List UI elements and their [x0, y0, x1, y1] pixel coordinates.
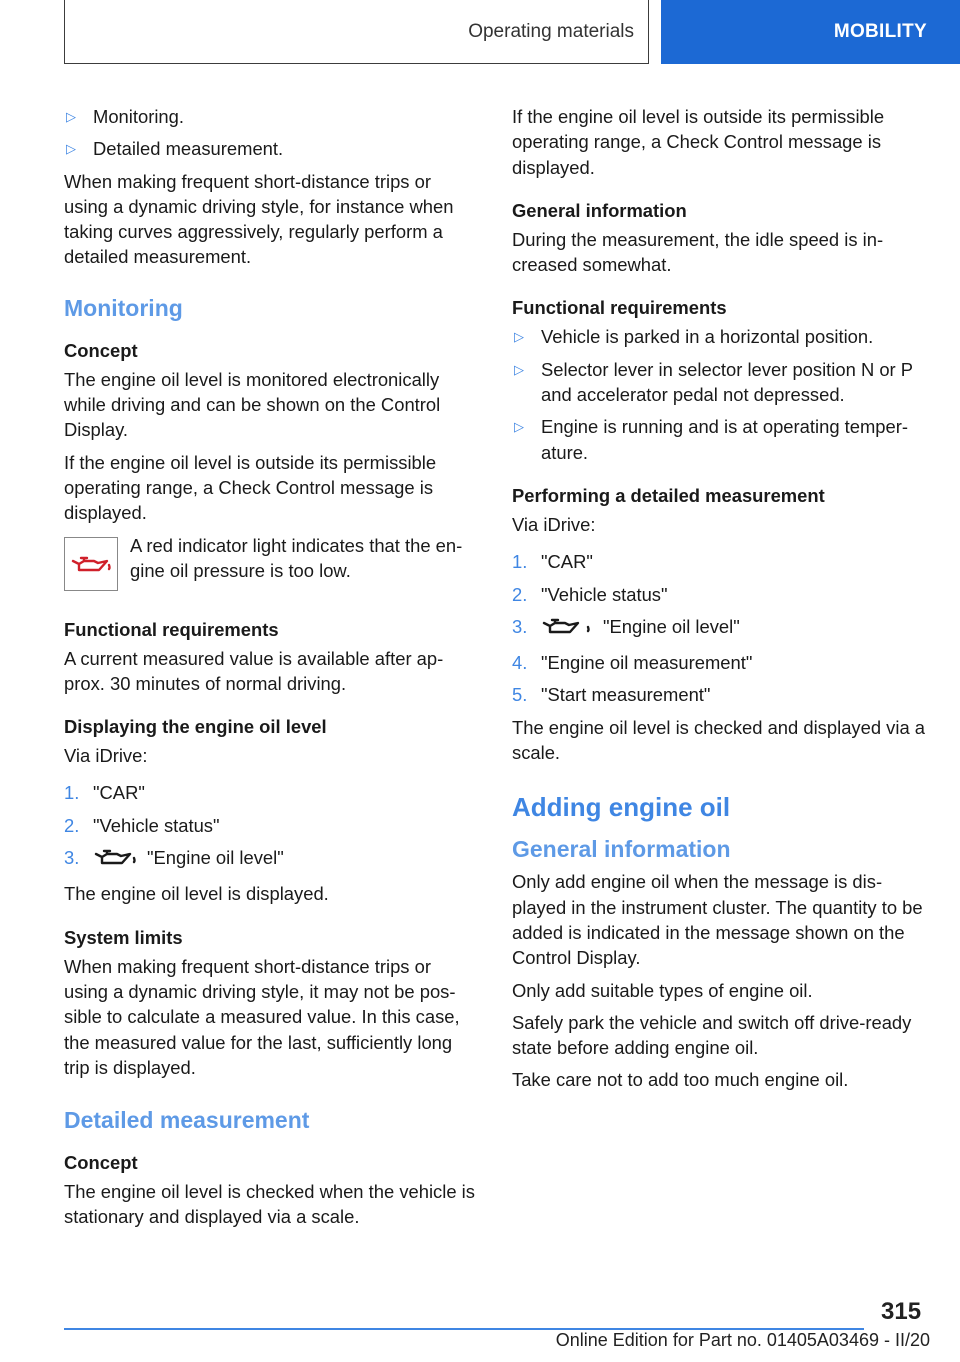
oil-can-icon	[93, 846, 139, 874]
via-idrive-label-right: Via iDrive:	[512, 513, 596, 535]
list-item: 1. "CAR"	[512, 551, 593, 573]
concept-paragraph-1: The engine oil level is monitored electronically while driving and can be shown on the Control Display.	[64, 368, 441, 441]
checked-paragraph: The engine oil level is checked and displayed via a scale.	[512, 716, 926, 764]
general-info-heading: General information	[512, 199, 687, 221]
list-item: ▷ Selector lever in selector lever position N or P and accelerator pedal not depressed.	[514, 358, 913, 406]
concept2-heading: Concept	[64, 1152, 138, 1174]
concept-paragraph-2: If the engine oil level is outside its permissible operating range, a Check Control message is displayed.	[64, 451, 437, 524]
list-item: ▷ Monitoring.	[64, 104, 478, 129]
general-info2-heading: General information	[512, 836, 731, 863]
func-req-heading: Functional requirements	[64, 618, 279, 640]
triangle-right-icon: ▷	[66, 141, 76, 157]
displayed-paragraph: The engine oil level is displayed.	[64, 883, 329, 905]
right-column	[512, 104, 928, 1100]
via-idrive-label: Via iDrive:	[64, 745, 148, 767]
concept2-paragraph: The engine oil level is checked when the vehicle is stationary and displayed via a scale.	[64, 1181, 475, 1228]
header-section-title: Operating materials	[468, 20, 634, 42]
func-req-paragraph: A current measured value is available after ap‐prox. 30 minutes of normal driving.	[64, 647, 444, 694]
oil-warning-icon	[64, 537, 118, 591]
triangle-right-icon: ▷	[66, 109, 76, 124]
concept-heading: Concept	[64, 339, 138, 361]
add-paragraph-1: Only add engine oil when the message is dis‐played in the instrument cluster. The quantity to be added is indicated in the message shown on the Control Display.	[512, 871, 923, 969]
range-paragraph: If the engine oil level is outside its permissible operating range, a Check Control message is displayed.	[512, 106, 885, 178]
left-column	[64, 104, 478, 1237]
add-paragraph-2: Only add suitable types of engine oil.	[512, 979, 813, 1001]
page-number: 315	[881, 1298, 922, 1325]
detailed-measurement-heading: Detailed measurement	[64, 1107, 310, 1134]
list-item: 3. "Engine oil level"	[64, 845, 478, 874]
warning-note	[64, 533, 478, 591]
triangle-right-icon: ▷	[514, 329, 524, 345]
list-item: 5. "Start measurement"	[512, 684, 711, 706]
display-oil-heading: Displaying the engine oil level	[64, 716, 327, 738]
list-item: 2. "Vehicle status"	[64, 814, 220, 836]
header-chapter-title: MOBILITY	[833, 21, 927, 42]
warning-text: A red indicator light indicates that the en‐gine oil pressure is too low.	[130, 534, 463, 581]
intro-paragraph: When making frequent short-distance trips or using a dynamic driving style, for instance when taking curves aggressively, regularly perform a detailed measurement.	[64, 170, 454, 268]
list-item: 3. "Engine oil level"	[512, 614, 928, 643]
system-limits-paragraph: When making frequent short-distance trips or using a dynamic driving style, it may not be pos‐sible to calculate a measured value. In this case, the measured value for the last, sufficiently long trip is displayed.	[64, 955, 460, 1078]
header-chapter-tab[interactable]	[661, 0, 960, 64]
add-paragraph-3: Safely park the vehicle and switch off drive-ready state before adding engine oil.	[512, 1011, 912, 1059]
perform-heading: Performing a detailed measurement	[512, 484, 825, 506]
header-section-box	[64, 0, 649, 64]
triangle-right-icon: ▷	[514, 361, 524, 377]
display-steps-list	[64, 780, 478, 874]
list-item: ▷ Detailed measurement.	[64, 136, 478, 161]
general-info-paragraph: During the measurement, the idle speed is in‐creased somewhat.	[512, 228, 884, 276]
system-limits-heading: System limits	[64, 926, 183, 948]
oil-can-icon	[541, 615, 595, 643]
add-paragraph-4: Take care not to add too much engine oil.	[512, 1069, 849, 1091]
adding-oil-heading: Adding engine oil	[512, 792, 731, 823]
list-item: ▷ Engine is running and is at operating temper‐ature.	[514, 416, 909, 463]
list-item: ▷ Vehicle is parked in a horizontal position.	[512, 324, 928, 349]
intro-bullet-list	[64, 104, 478, 162]
footer-edition: Online Edition for Part no. 01405A03469 - II/20	[555, 1330, 930, 1350]
list-item: 1. "CAR"	[64, 782, 145, 804]
perform-steps-list	[512, 549, 928, 707]
requirements-list	[512, 324, 928, 464]
list-item: 4. "Engine oil measurement"	[512, 652, 753, 674]
func-req-heading-right: Functional requirements	[512, 297, 727, 319]
triangle-right-icon: ▷	[514, 419, 524, 435]
list-item: 2. "Vehicle status"	[512, 583, 668, 605]
monitoring-heading: Monitoring	[64, 294, 183, 321]
